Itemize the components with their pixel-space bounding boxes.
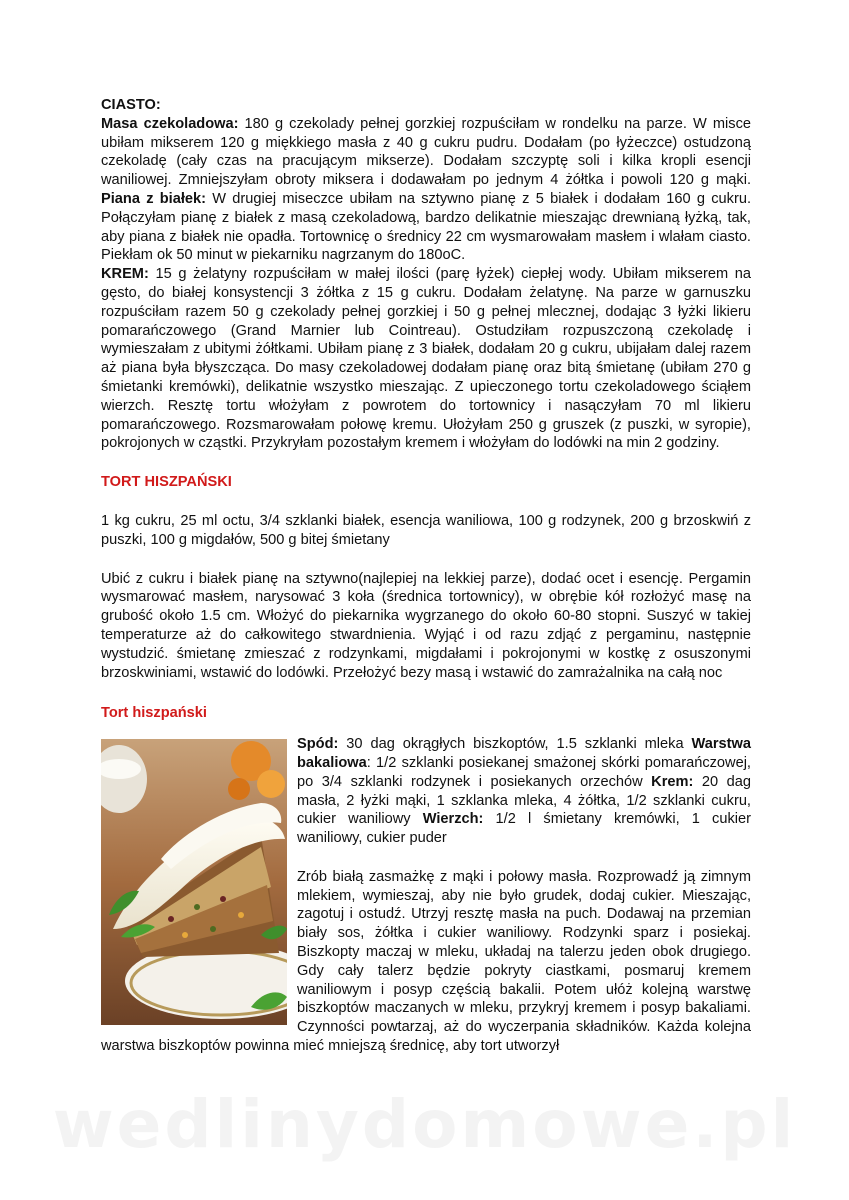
cake-photo: [101, 739, 287, 1025]
spod-text: 30 dag okrągłych biszkoptów, 1.5 szklanki mleka: [338, 736, 692, 753]
tort2-instructions: Zrób białą zasmażkę z mąki i połowy masła. Rozprowadź ją zimnym mlekiem, wymieszaj, aby nie było grudek, dodaj cukier. Mieszając, zagotuj i ostudź. Utrzyj resztę masła na puch. Dodawaj na przemian biały sos, żółtka i cukier waniliowy. Rodzynki sparz i posiekaj. Biszkopty maczaj w mleku, układaj na talerzu jeden obok drugiego. Gdy cały talerz będzie pokryty ciastkami, posmaruj kremem waniliowym i posyp częścią bakalii. Potem ułóż kolejną warstwę biszkoptów maczanych w mleku, przykryj kremem i posyp bakaliami. Czynności powtarzaj, aż do wyczerpania składników. Każda kolejna warstwa biszkoptów powinna mieć mniejszą średnicę, aby tort utworzył: [101, 868, 751, 1055]
watermark: wedlinydomowe.pl: [52, 1086, 797, 1163]
warstwa-label: Warstwa bakaliowa: [297, 736, 751, 771]
ciasto-paragraph: [101, 115, 751, 265]
tort1-instructions: Ubić z cukru i białek pianę na sztywno(najlepiej na lekkiej parze), dodać ocet i esencję. Pergamin wysmarować masłem, narysować 3 koła (średnica tortownicy), w obrębie kół rozłożyć masę na grubość około 1.5 cm. Włożyć do piekarnika wygrzanego do około 60-80 stopni. Suszyć w takiej temperaturze aż do całkowitego stwardnienia. Wyjąć i od razu zdjąć z pergaminu, następnie wystudzić. śmietanę zmieszać z rodzynkami, migdałami i pokrojonymi w kostkę z osuszonymi brzoskwiniami, wstawić do lodówki. Przełożyć bezy masą i wstawić do zamrażalnika na całą noc: [101, 570, 751, 681]
krem-label: KREM:: [101, 266, 149, 283]
spod-label: Spód:: [297, 736, 339, 753]
masa-czekoladowa-text: 180 g czekolady pełnej gorzkiej rozpuściłam w rondelku na parze. W misce ubiłam mikserem 120 g miękkiego masła z 40 g cukru pudru. Dodałam (po łyżeczce) ostudzoną czekoladę (cały czas na pracującym mikserze). Dodałam szczyptę soli i kilka kropli esencji waniliowej. Zmniejszyłam obroty miksera i dodawałam po jednym 4 żółtka i powoli 120 g mąki.: [101, 115, 751, 189]
tort1-ingredients: 1 kg cukru, 25 ml octu, 3/4 szklanki białek, esencja waniliowa, 100 g rodzynek, 200 g brzoskwiń z puszki, 100 g migdałów, 500 g bitej śmietany: [101, 512, 751, 548]
piana-text: W drugiej miseczce ubiłam na sztywno pianę z 5 białek i dodałam 160 g cukru. Połączyłam pianę z białek z masą czekoladową, bardzo delikatnie mieszając drewnianą łyżką, tak, aby piana z białek nie opadła. Tortownicę o średnicy 22 cm wysmarowałam masłem i wlałam ciasto. Piekłam ok 50 minut w piekarniku nagrzanym do 180oC.: [101, 190, 752, 264]
warstwa-text: : 1/2 szklanki posiekanej smażonej skórki pomarańczowej, po 3/4 szklanki rodzynek i posiekanych orzechów: [297, 754, 751, 790]
tort-hiszpanski-heading: TORT HISZPAŃSKI: [101, 474, 232, 491]
piana-label: Piana z białek:: [101, 190, 206, 207]
krem2-text: 20 dag masła, 2 łyżki mąki, 1 szklanka mleka, 4 żółtka, 1/2 szklanki cukru, cukier waniliowy: [297, 773, 751, 828]
ciasto-heading: CIASTO:: [101, 97, 161, 113]
masa-czekoladowa-label: Masa czekoladowa:: [101, 115, 239, 132]
krem2-label: Krem:: [651, 773, 694, 790]
krem-paragraph: [101, 265, 751, 453]
tort-hiszpanski-heading-2: Tort hiszpański: [101, 705, 207, 722]
document-page: [101, 96, 751, 1056]
krem-text: 15 g żelatyny rozpuściłam w małej ilości (parę łyżek) ciepłej wody. Ubiłam mikserem na gęsto, do białej konsystencji 3 żółtka z 15 g cukru. Dodałam żelatynę. Na parze w garnuszku rozpuściłam razem 50 g czekolady pełnej gorzkiej i 50 g pełnej mlecznej, dodając 3 łyżki likieru pomarańczowego (Grand Marnier lub Cointreau). Ostudziłam rozpuszczoną czekoladę i wymieszałam z ubitymi żółtkami. Ubiłam pianę z 3 białek, dodałam 20 g cukru, ubijałam dalej razem aż piana była błyszcząca. Do masy czekoladowej dodałam pianę oraz bitą śmietanę (ubiłam 270 g śmietanki kremówki), delikatnie wszystko mieszając. Z upieczonego tortu czekoladowego ściąłem wierzch. Resztę tortu włożyłam z powrotem do tortownicy i nasączyłam 70 ml likieru pomarańczowego. Rozsmarowałam połowę kremu. Ułożyłam 250 g gruszek (z puszki, w syropie), pokrojonych w cząstki. Przykryłam pozostałym kremem i włożyłam do lodówki na min 2 godziny.: [101, 266, 751, 452]
wierzch-text: 1/2 l śmietany kremówki, 1 cukier waniliowy, cukier puder: [297, 811, 751, 847]
wierzch-label: Wierzch:: [422, 811, 484, 828]
